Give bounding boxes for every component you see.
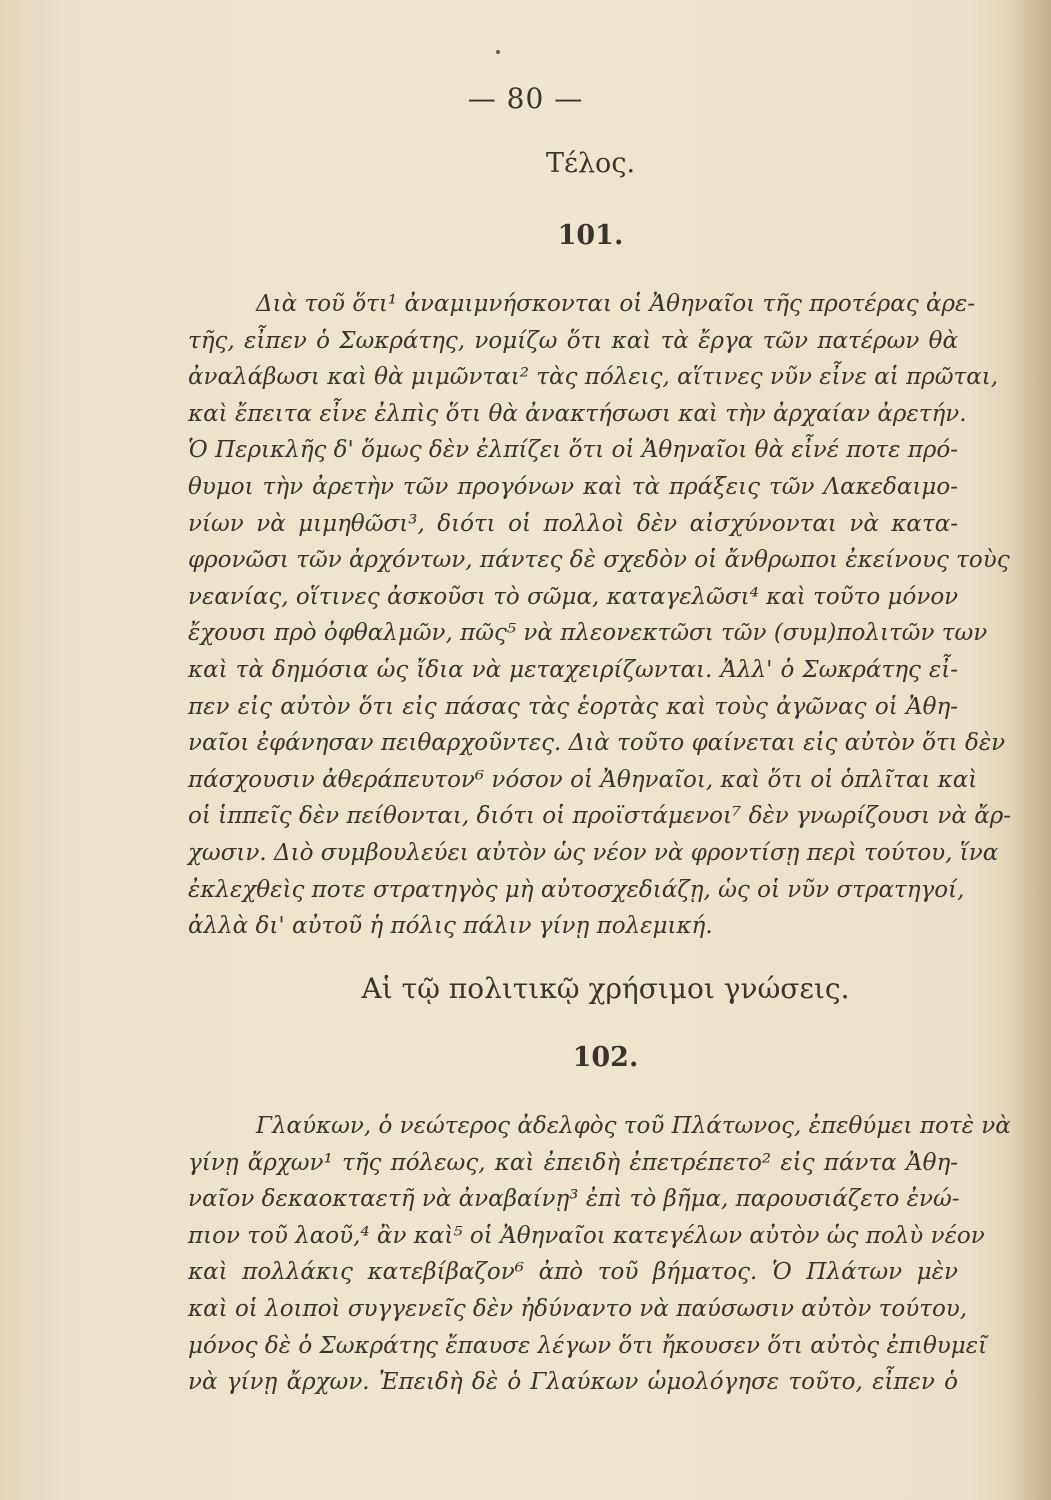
text-line: Ὁ Περικλῆς δ' ὅμως δὲν ἐλπίζει ὅτι οἱ Ἀθηναῖοι θὰ εἶνέ ποτε πρό- (188, 437, 958, 464)
text-line: ἐκλεχθεὶς ποτε στρατηγὸς μὴ αὐτοσχεδιάζῃ, ὡς οἱ νῦν στρατηγοί, (188, 876, 965, 903)
text-line: χωσιν. Διὸ συμβουλεύει αὐτὸν ὡς νέον νὰ φροντίσῃ περὶ τούτου, ἵνα (188, 839, 999, 866)
text-line: νεανίας, οἵτινες ἀσκοῦσι τὸ σῶμα, καταγελῶσι⁴ καὶ τοῦτο μόνον (188, 583, 959, 610)
paragraph-102 (188, 1108, 1011, 1401)
text-line: τῆς, εἶπεν ὁ Σωκράτης, νομίζω ὅτι καὶ τὰ ἔργα τῶν πατέρων θὰ (188, 327, 958, 354)
section-number-102: 102. (572, 1042, 639, 1073)
text-line: καὶ ἔπειτα εἶνε ἐλπὶς ὅτι θὰ ἀνακτήσωσι καὶ τὴν ἀρχαίαν ἀρετήν. (188, 400, 967, 427)
text-line: πάσχουσιν ἀθεράπευτον⁶ νόσον οἱ Ἀθηναῖοι, καὶ ὅτι οἱ ὁπλῖται καὶ (188, 766, 978, 793)
page-number: — 80 — (467, 82, 584, 115)
text-line: οἱ ἱππεῖς δὲν πείθονται, διότι οἱ προϊστάμενοι⁷ δὲν γνωρίζουσι νὰ ἄρ- (188, 803, 1012, 830)
text-line: καὶ πολλάκις κατεβίβαζον⁶ ἀπὸ τοῦ βήματος. Ὁ Πλάτων μὲν (188, 1259, 958, 1286)
text-line: Γλαύκων, ὁ νεώτερος ἀδελφὸς τοῦ Πλάτωνος, ἐπεθύμει ποτὲ νὰ (256, 1113, 1011, 1139)
text-line: καὶ τὰ δημόσια ὡς ἴδια νὰ μεταχειρίζωνται. Ἀλλ' ὁ Σωκράτης εἶ- (188, 656, 958, 683)
text-line: μόνος δὲ ὁ Σωκράτης ἔπαυσε λέγων ὅτι ἤκουσεν ὅτι αὐτὸς ἐπιθυμεῖ (188, 1332, 988, 1359)
text-line: νὰ γίνῃ ἄρχων. Ἐπειδὴ δὲ ὁ Γλαύκων ὡμολόγησε τοῦτο, εἶπεν ὁ (188, 1369, 958, 1396)
section-ending-heading: Τέλος. (545, 148, 636, 179)
text-line: ἀναλάβωσι καὶ θὰ μιμῶνται² τὰς πόλεις, αἵτινες νῦν εἶνε αἱ πρῶται, (188, 364, 999, 391)
section-title: Αἱ τῷ πολιτικῷ χρήσιμοι γνώσεις. (361, 972, 850, 1005)
text-line: πεν εἰς αὐτὸν ὅτι εἰς πάσας τὰς ἑορτὰς καὶ τοὺς ἀγῶνας οἱ Ἀθη- (188, 693, 958, 720)
text-line: γίνῃ ἄρχων¹ τῆς πόλεως, καὶ ἐπειδὴ ἐπετρέπετο² εἰς πάντα Ἀθη- (188, 1149, 958, 1176)
text-line: φρονῶσι τῶν ἀρχόντων, πάντες δὲ σχεδὸν οἱ ἄνθρωποι ἐκείνους τοὺς (188, 547, 1010, 574)
text-line: καὶ οἱ λοιποὶ συγγενεῖς δὲν ἠδύναντο νὰ παύσωσιν αὐτὸν τούτου, (188, 1295, 968, 1322)
text-line: ναῖοι ἐφάνησαν πειθαρχοῦντες. Διὰ τοῦτο φαίνεται εἰς αὐτὸν ὅτι δὲν (188, 730, 1006, 757)
section-number-101: 101. (557, 220, 624, 251)
text-line: νίων νὰ μιμηθῶσι³, διότι οἱ πολλοὶ δὲν αἰσχύνονται νὰ κατα- (188, 510, 958, 537)
text-line: ἀλλὰ δι' αὐτοῦ ἡ πόλις πάλιν γίνῃ πολεμική. (188, 913, 713, 940)
text-line: ναῖον δεκαοκταετῆ νὰ ἀναβαίνῃ³ ἐπὶ τὸ βῆμα, παρουσιάζετο ἐνώ- (188, 1186, 960, 1213)
text-line: Διὰ τοῦ ὅτι¹ ἀναμιμνήσκονται οἱ Ἀθηναῖοι τῆς προτέρας ἀρε- (256, 291, 976, 317)
paragraph-101 (188, 286, 1012, 945)
text-line: ἔχουσι πρὸ ὀφθαλμῶν, πῶς⁵ νὰ πλεονεκτῶσι τῶν (συμ)πολιτῶν των (188, 620, 988, 647)
speck-mark (496, 50, 500, 54)
text-line: πιον τοῦ λαοῦ,⁴ ἂν καὶ⁵ οἱ Ἀθηναῖοι κατεγέλων αὐτὸν ὡς πολὺ νέον (188, 1222, 985, 1249)
text-line: θυμοι τὴν ἀρετὴν τῶν προγόνων καὶ τὰ πράξεις τῶν Λακεδαιμο- (188, 473, 958, 500)
